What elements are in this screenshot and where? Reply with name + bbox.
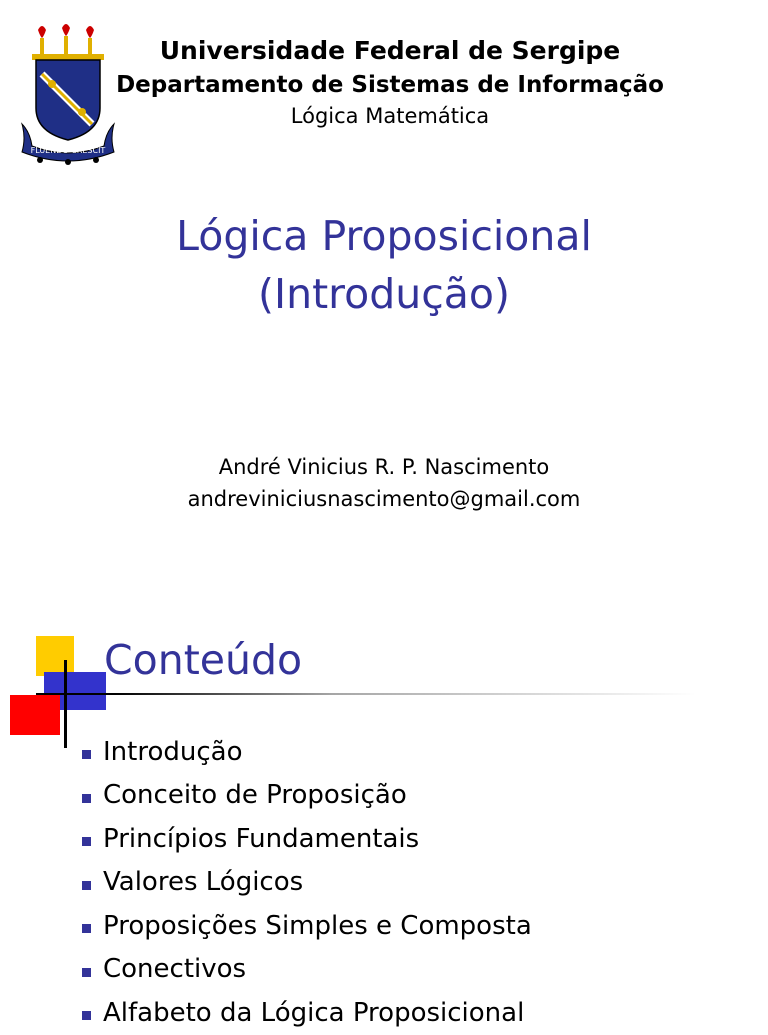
list-item [82,904,532,948]
list-item-label: Introdução [103,736,243,767]
author-email: andreviniciusnascimento@gmail.com [187,487,581,511]
bullet-square-icon [82,968,91,977]
decor-vertical-line [64,660,67,748]
bullet-square-icon [82,924,91,933]
list-item-label: Valores Lógicos [103,867,304,898]
list-item-label: Alfabeto da Lógica Proposicional [103,997,525,1028]
bullet-square-icon [82,837,91,846]
logo-motto: FLUENDO CRESCIT [30,146,106,155]
decor-red-square [10,695,60,735]
list-item [82,861,532,905]
department-name: Departamento de Sistemas de Informação [116,72,664,98]
decor-horizontal-line [36,693,696,695]
course-name: Lógica Matemática [290,104,490,128]
list-item [82,991,532,1035]
list-item [82,817,532,861]
slide-title-line-2: (Introdução) [258,270,510,318]
bullet-square-icon [82,1011,91,1020]
list-item-label: Conceito de Proposição [103,780,407,811]
list-item [82,730,532,774]
contents-list [82,730,532,1035]
contents-title: Conteúdo [104,636,303,684]
bullet-square-icon [82,794,91,803]
university-seal-logo [18,20,118,165]
university-name: Universidade Federal de Sergipe [159,36,621,65]
list-item-label: Princípios Fundamentais [103,823,420,854]
bullet-square-icon [82,750,91,759]
bullet-square-icon [82,881,91,890]
decor-yellow-square [36,636,74,676]
list-item [82,948,532,992]
torch-icon [38,24,94,56]
list-item-label: Proposições Simples e Composta [103,910,532,941]
author-name: André Vinicius R. P. Nascimento [218,455,550,479]
slide-title-line-1: Lógica Proposicional [176,212,592,260]
list-item-label: Conectivos [103,954,247,985]
list-item [82,774,532,818]
